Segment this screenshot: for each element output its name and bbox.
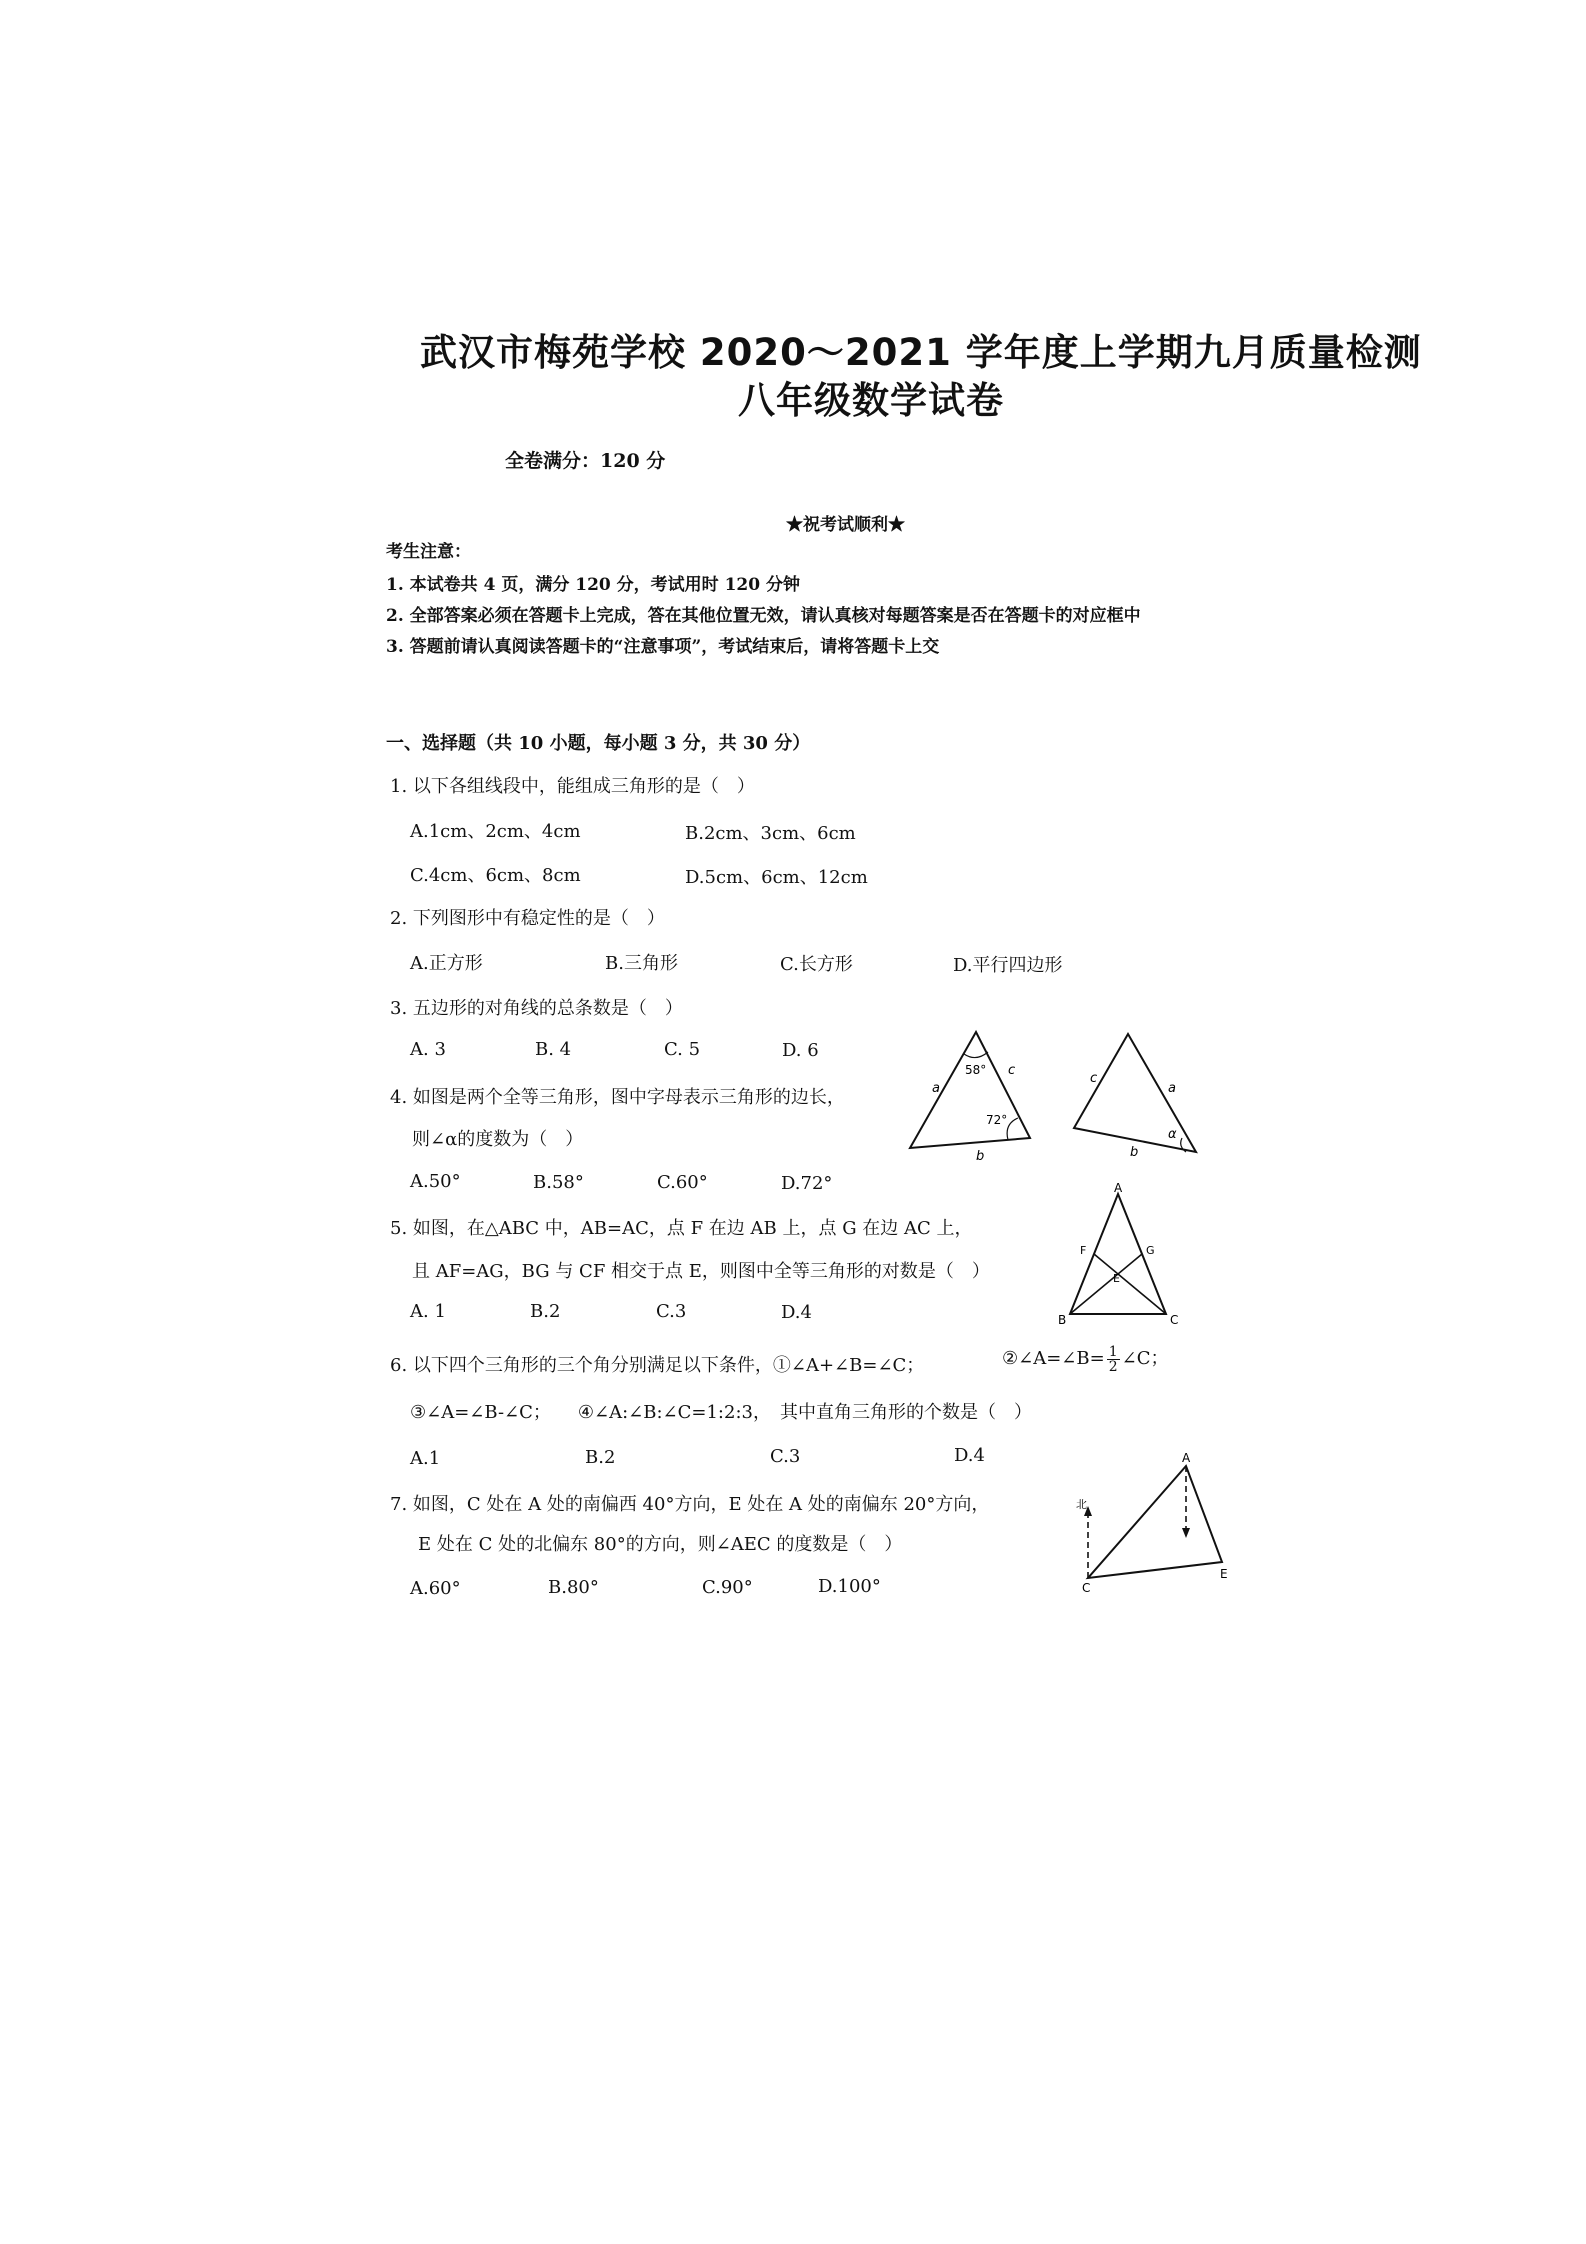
question-1-option-d: D.5cm、6cm、12cm: [685, 867, 868, 888]
question-4-figure: [896, 1020, 1216, 1164]
left-side-label-b: b: [976, 1149, 985, 1164]
vertex-b-label: B: [1058, 1313, 1067, 1327]
notice-item-2: 2. 全部答案必须在答题卡上完成，答在其他位置无效，请认真核对每题答案是否在答题卡的对应框中: [386, 606, 1141, 626]
vertex-e-label: E: [1220, 1567, 1228, 1581]
south-arrowhead-icon: [1182, 1528, 1190, 1538]
notice-heading: 考生注意：: [386, 542, 471, 562]
exam-title: 武汉市梅苑学校 2020～2021 学年度上学期九月质量检测: [420, 331, 1422, 374]
question-2-option-d: D.平行四边形: [953, 955, 1063, 976]
exam-subtitle: 八年级数学试卷: [738, 379, 1004, 422]
question-1-option-c: C.4cm、6cm、8cm: [410, 865, 581, 886]
question-7-option-b: B.80°: [548, 1577, 599, 1598]
question-6-option-c: C.3: [770, 1446, 801, 1467]
notice-item-3: 3. 答题前请认真阅读答题卡的“注意事项”，考试结束后，请将答题卡上交: [386, 637, 940, 657]
question-3-option-c: C. 5: [664, 1039, 701, 1060]
left-side-label-a: a: [932, 1081, 940, 1096]
vertex-c-label: C: [1082, 1581, 1091, 1595]
question-3-stem: 3. 五边形的对角线的总条数是（ ）: [390, 998, 683, 1019]
point-e-label: E: [1113, 1272, 1120, 1285]
question-1-stem: 1. 以下各组线段中，能组成三角形的是（ ）: [390, 776, 755, 797]
question-2-option-b: B.三角形: [605, 953, 678, 974]
question-7-stem-line-1: 7. 如图，C 处在 A 处的南偏西 40°方向，E 处在 A 处的南偏东 20°方向，: [390, 1494, 990, 1515]
question-6-stem-part-1: 6. 以下四个三角形的三个角分别满足以下条件，①∠A+∠B=∠C；: [390, 1355, 925, 1376]
left-side-label-c: c: [1008, 1063, 1016, 1078]
question-3-option-a: A. 3: [410, 1039, 446, 1060]
vertex-c-label: C: [1170, 1313, 1179, 1327]
question-7-stem-line-2: E 处在 C 处的北偏东 80°的方向，则∠AEC 的度数是（ ）: [418, 1534, 903, 1555]
question-6-condition-2-end: ∠C；: [1121, 1348, 1169, 1369]
question-6-condition-2: ②∠A=∠B=: [1002, 1348, 1105, 1369]
right-angle-alpha-label: α: [1168, 1127, 1177, 1142]
question-5-option-a: A. 1: [410, 1301, 446, 1322]
question-6-stem-part-2: [1002, 1344, 1168, 1374]
question-4-option-a: A.50°: [410, 1171, 461, 1192]
left-top-angle-label: 58°: [965, 1063, 987, 1077]
good-luck-line: ★祝考试顺利★: [786, 515, 905, 535]
question-5-figure: [1056, 1181, 1196, 1327]
question-3-option-d: D. 6: [782, 1040, 819, 1061]
point-g-label: G: [1146, 1244, 1155, 1257]
question-4-option-c: C.60°: [657, 1172, 708, 1193]
question-7-figure: [1070, 1450, 1230, 1595]
question-5-option-d: D.4: [781, 1302, 812, 1323]
question-4-stem-line-2: 则∠α的度数为（ ）: [412, 1129, 584, 1150]
congruent-triangle-left: [910, 1032, 1030, 1148]
question-5-option-b: B.2: [530, 1301, 561, 1322]
question-5-stem-line-1: 5. 如图，在△ABC 中，AB=AC，点 F 在边 AB 上，点 G 在边 AC 上，: [390, 1218, 973, 1239]
question-7-option-d: D.100°: [818, 1576, 881, 1597]
question-2-option-c: C.长方形: [780, 954, 853, 975]
question-5-stem-line-2: 且 AF=AG，BG 与 CF 相交于点 E，则图中全等三角形的对数是（ ）: [412, 1261, 990, 1282]
question-7-option-c: C.90°: [702, 1577, 753, 1598]
congruent-triangle-right: [1074, 1034, 1196, 1152]
question-1-option-a: A.1cm、2cm、4cm: [410, 821, 581, 842]
question-4-stem-line-1: 4. 如图是两个全等三角形，图中字母表示三角形的边长，: [390, 1087, 845, 1108]
question-4-option-b: B.58°: [533, 1172, 584, 1193]
north-label: 北: [1076, 1498, 1087, 1511]
question-6-option-b: B.2: [585, 1447, 616, 1468]
question-6-option-a: A.1: [410, 1448, 441, 1469]
right-side-label-a: a: [1168, 1081, 1176, 1096]
question-5-option-c: C.3: [656, 1301, 687, 1322]
right-side-label-b: b: [1130, 1145, 1139, 1160]
question-4-option-d: D.72°: [781, 1173, 833, 1194]
left-base-angle-label: 72°: [986, 1113, 1008, 1127]
question-7-option-a: A.60°: [410, 1578, 461, 1599]
full-score: 全卷满分：120 分: [505, 450, 666, 472]
notice-item-1: 1. 本试卷共 4 页，满分 120 分，考试用时 120 分钟: [386, 575, 800, 595]
right-side-label-c: c: [1090, 1071, 1098, 1086]
question-3-option-b: B. 4: [535, 1039, 572, 1060]
question-2-stem: 2. 下列图形中有稳定性的是（ ）: [390, 908, 665, 929]
section-heading: 一、选择题（共 10 小题，每小题 3 分，共 30 分）: [386, 733, 811, 754]
vertex-a-label: A: [1114, 1181, 1123, 1195]
point-f-label: F: [1080, 1244, 1087, 1257]
vertex-a-label: A: [1182, 1451, 1191, 1465]
triangle-ace: [1088, 1466, 1222, 1578]
fraction-one-half: $\frac{1}{2}$: [1108, 1343, 1118, 1375]
question-6-option-d: D.4: [954, 1445, 985, 1466]
question-1-option-b: B.2cm、3cm、6cm: [685, 823, 856, 844]
question-2-option-a: A.正方形: [410, 953, 483, 974]
question-6-stem-line-2: ③∠A=∠B-∠C； ④∠A:∠B:∠C=1:2:3， 其中直角三角形的个数是（ ）: [410, 1402, 1032, 1423]
